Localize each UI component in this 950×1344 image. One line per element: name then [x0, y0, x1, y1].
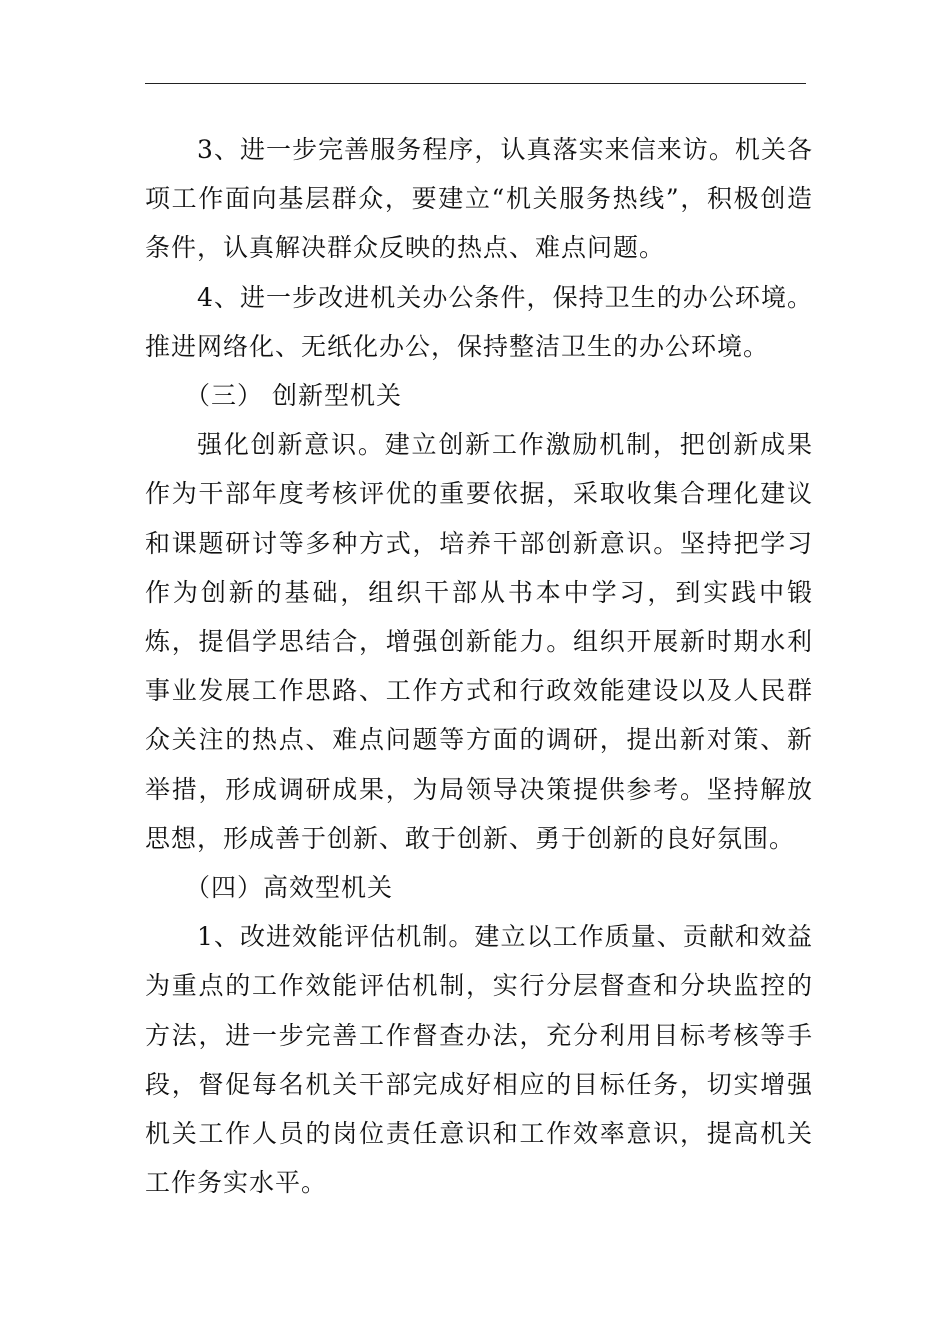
paragraph-office-conditions: 4、进一步改进机关办公条件，保持卫生的办公环境。推进网络化、无纸化办公，保持整洁卫生的办公环境。 — [145, 282, 813, 361]
paragraph-innovation: 强化创新意识。建立创新工作激励机制，把创新成果作为干部年度考核评优的重要依据，采取收集合理化建议和课题研讨等多种方式，培养干部创新意识。坚持把学习作为创新的基础，组织干部从书本中学习，到实践中锻炼，提倡学思结合，增强创新能力。组织开展新时期水利事业发展工作思路、工作方式和行政效能建设以及人民群众关注的热点、难点问题等方面的调研，提出新对策、新举措，形成调研成果，为局领导决策提供参考。坚持解放思想，形成善于创新、敢于创新、勇于创新的良好氛围。 — [145, 430, 813, 853]
paragraph-efficiency-evaluation: 1、改进效能评估机制。建立以工作质量、贡献和效益为重点的工作效能评估机制，实行分层督查和分块监控的方法，进一步完善工作督查办法，充分利用目标考核等手段，督促每名机关干部完成好相应的目标任务，切实增强机关工作人员的岗位责任意识和工作效率意识，提高机关工作务实水平。 — [145, 922, 813, 1198]
document-body — [145, 125, 813, 1207]
section-heading-innovative-agency: （三） 创新型机关 — [185, 381, 402, 411]
header-rule — [145, 83, 806, 84]
section-heading-efficient-agency: （四）高效型机关 — [185, 873, 394, 903]
paragraph-service-procedure: 3、进一步完善服务程序，认真落实来信来访。机关各项工作面向基层群众，要建立“机关服务热线”，积极创造条件，认真解决群众反映的热点、难点问题。 — [145, 135, 813, 263]
